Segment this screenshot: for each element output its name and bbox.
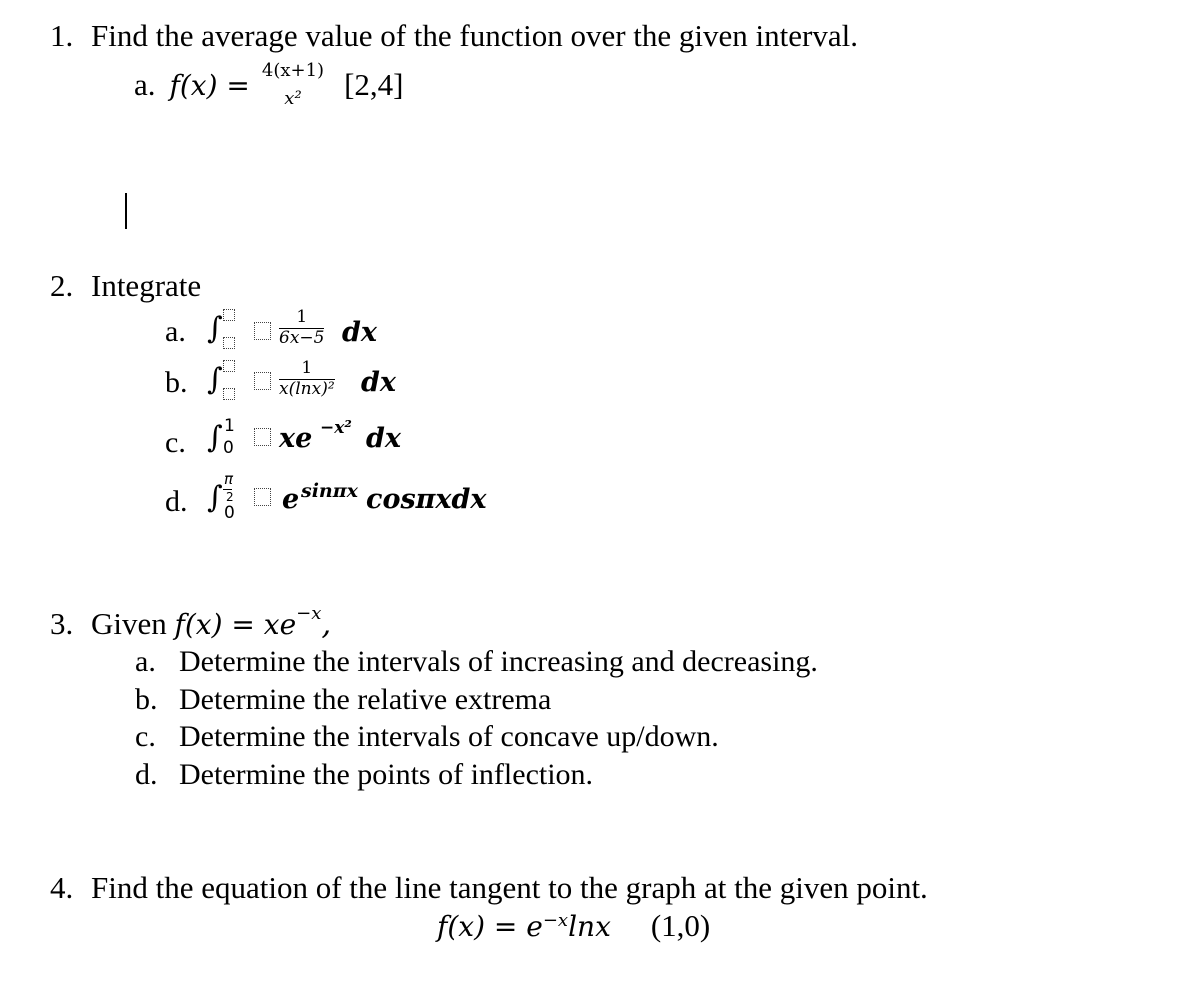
- q3-part-b: [135, 681, 818, 719]
- part-text: Determine the points of inflection.: [179, 757, 594, 791]
- part-label: a.: [134, 67, 156, 103]
- integral-sign: ∫: [207, 480, 223, 515]
- differential: dx: [366, 423, 401, 454]
- differential: dx: [361, 367, 396, 398]
- fraction-numerator: 1: [279, 309, 324, 329]
- part-label: c.: [165, 426, 186, 459]
- question-3: [50, 602, 332, 642]
- question-2: [50, 268, 201, 304]
- comma: ,: [321, 606, 332, 642]
- integrand-tail: cosπxdx: [366, 484, 487, 515]
- upper-limit-placeholder[interactable]: [223, 309, 235, 321]
- q3-part-a: [135, 643, 818, 681]
- integrand: xe: [279, 423, 313, 454]
- q1-part-a: [134, 62, 403, 122]
- part-label: a.: [135, 645, 156, 678]
- question-prompt: Integrate: [91, 268, 202, 303]
- fraction-numerator: 4(x+1): [261, 60, 325, 81]
- upper-limit: 1: [224, 416, 235, 436]
- function: f(x) = xe: [174, 608, 297, 641]
- question-number: 3.: [50, 606, 74, 641]
- part-text: Determine the relative extrema: [179, 682, 552, 716]
- integrand-placeholder[interactable]: [254, 428, 271, 446]
- q4-function-line: [437, 908, 710, 944]
- question-number: 1.: [50, 18, 74, 53]
- upper-limit: π: [224, 470, 234, 488]
- function-lhs: f(x) =: [169, 68, 250, 102]
- integrand: e: [282, 484, 300, 515]
- integrand-placeholder[interactable]: [254, 372, 271, 390]
- question-number: 4.: [50, 870, 74, 905]
- integrand-placeholder[interactable]: [254, 488, 271, 506]
- lower-limit-placeholder[interactable]: [223, 388, 235, 400]
- question-4: [50, 870, 928, 906]
- question-prompt: Find the equation of the line tangent to the graph at the given point.: [91, 870, 928, 905]
- integrand-fraction: [279, 360, 335, 399]
- given-label: Given: [91, 606, 167, 641]
- q3-part-d: [135, 756, 818, 794]
- lower-limit: 0: [223, 438, 234, 458]
- integral-sign: ∫: [207, 362, 223, 397]
- integrand-placeholder[interactable]: [254, 322, 271, 340]
- interval: [2,4]: [344, 67, 404, 103]
- function: f(x) = e: [437, 910, 543, 943]
- tangent-point: (1,0): [650, 908, 711, 943]
- differential: dx: [342, 317, 377, 348]
- integral-sign: ∫: [207, 311, 223, 346]
- question-1: [50, 18, 858, 54]
- lower-limit: 0: [224, 503, 235, 523]
- upper-limit-denominator: 2: [226, 490, 234, 504]
- upper-limit-placeholder[interactable]: [223, 360, 235, 372]
- exponent: −x: [542, 909, 569, 931]
- part-label: d.: [135, 757, 158, 791]
- exponent: sinπx: [301, 480, 358, 502]
- part-label: b.: [135, 682, 158, 716]
- question-prompt: Find the average value of the function over the given interval.: [91, 18, 858, 53]
- function-fraction: [260, 62, 326, 109]
- question-number: 2.: [50, 268, 74, 303]
- q3-parts-list: [135, 643, 818, 793]
- text-cursor: [125, 193, 127, 229]
- q3-part-c: [135, 718, 818, 756]
- exponent: −x: [296, 602, 322, 624]
- part-text: Determine the intervals of increasing and decreasing.: [179, 645, 818, 678]
- part-text: Determine the intervals of concave up/down.: [179, 720, 719, 753]
- fraction-numerator: 1: [279, 360, 335, 380]
- fraction-denominator: x²: [284, 87, 302, 109]
- part-label: a.: [165, 315, 186, 348]
- fraction-denominator: x(lnx)²: [279, 378, 335, 399]
- integrand-fraction: [279, 309, 324, 348]
- limit-fraction-bar: [223, 489, 232, 490]
- integral-sign: ∫: [207, 420, 223, 455]
- part-label: d.: [165, 485, 188, 518]
- exponent: −x²: [320, 418, 352, 438]
- fraction-denominator: 6x−5: [279, 327, 325, 348]
- function-tail: lnx: [568, 910, 611, 943]
- lower-limit-placeholder[interactable]: [223, 337, 235, 349]
- part-label: b.: [165, 366, 188, 399]
- part-label: c.: [135, 720, 156, 753]
